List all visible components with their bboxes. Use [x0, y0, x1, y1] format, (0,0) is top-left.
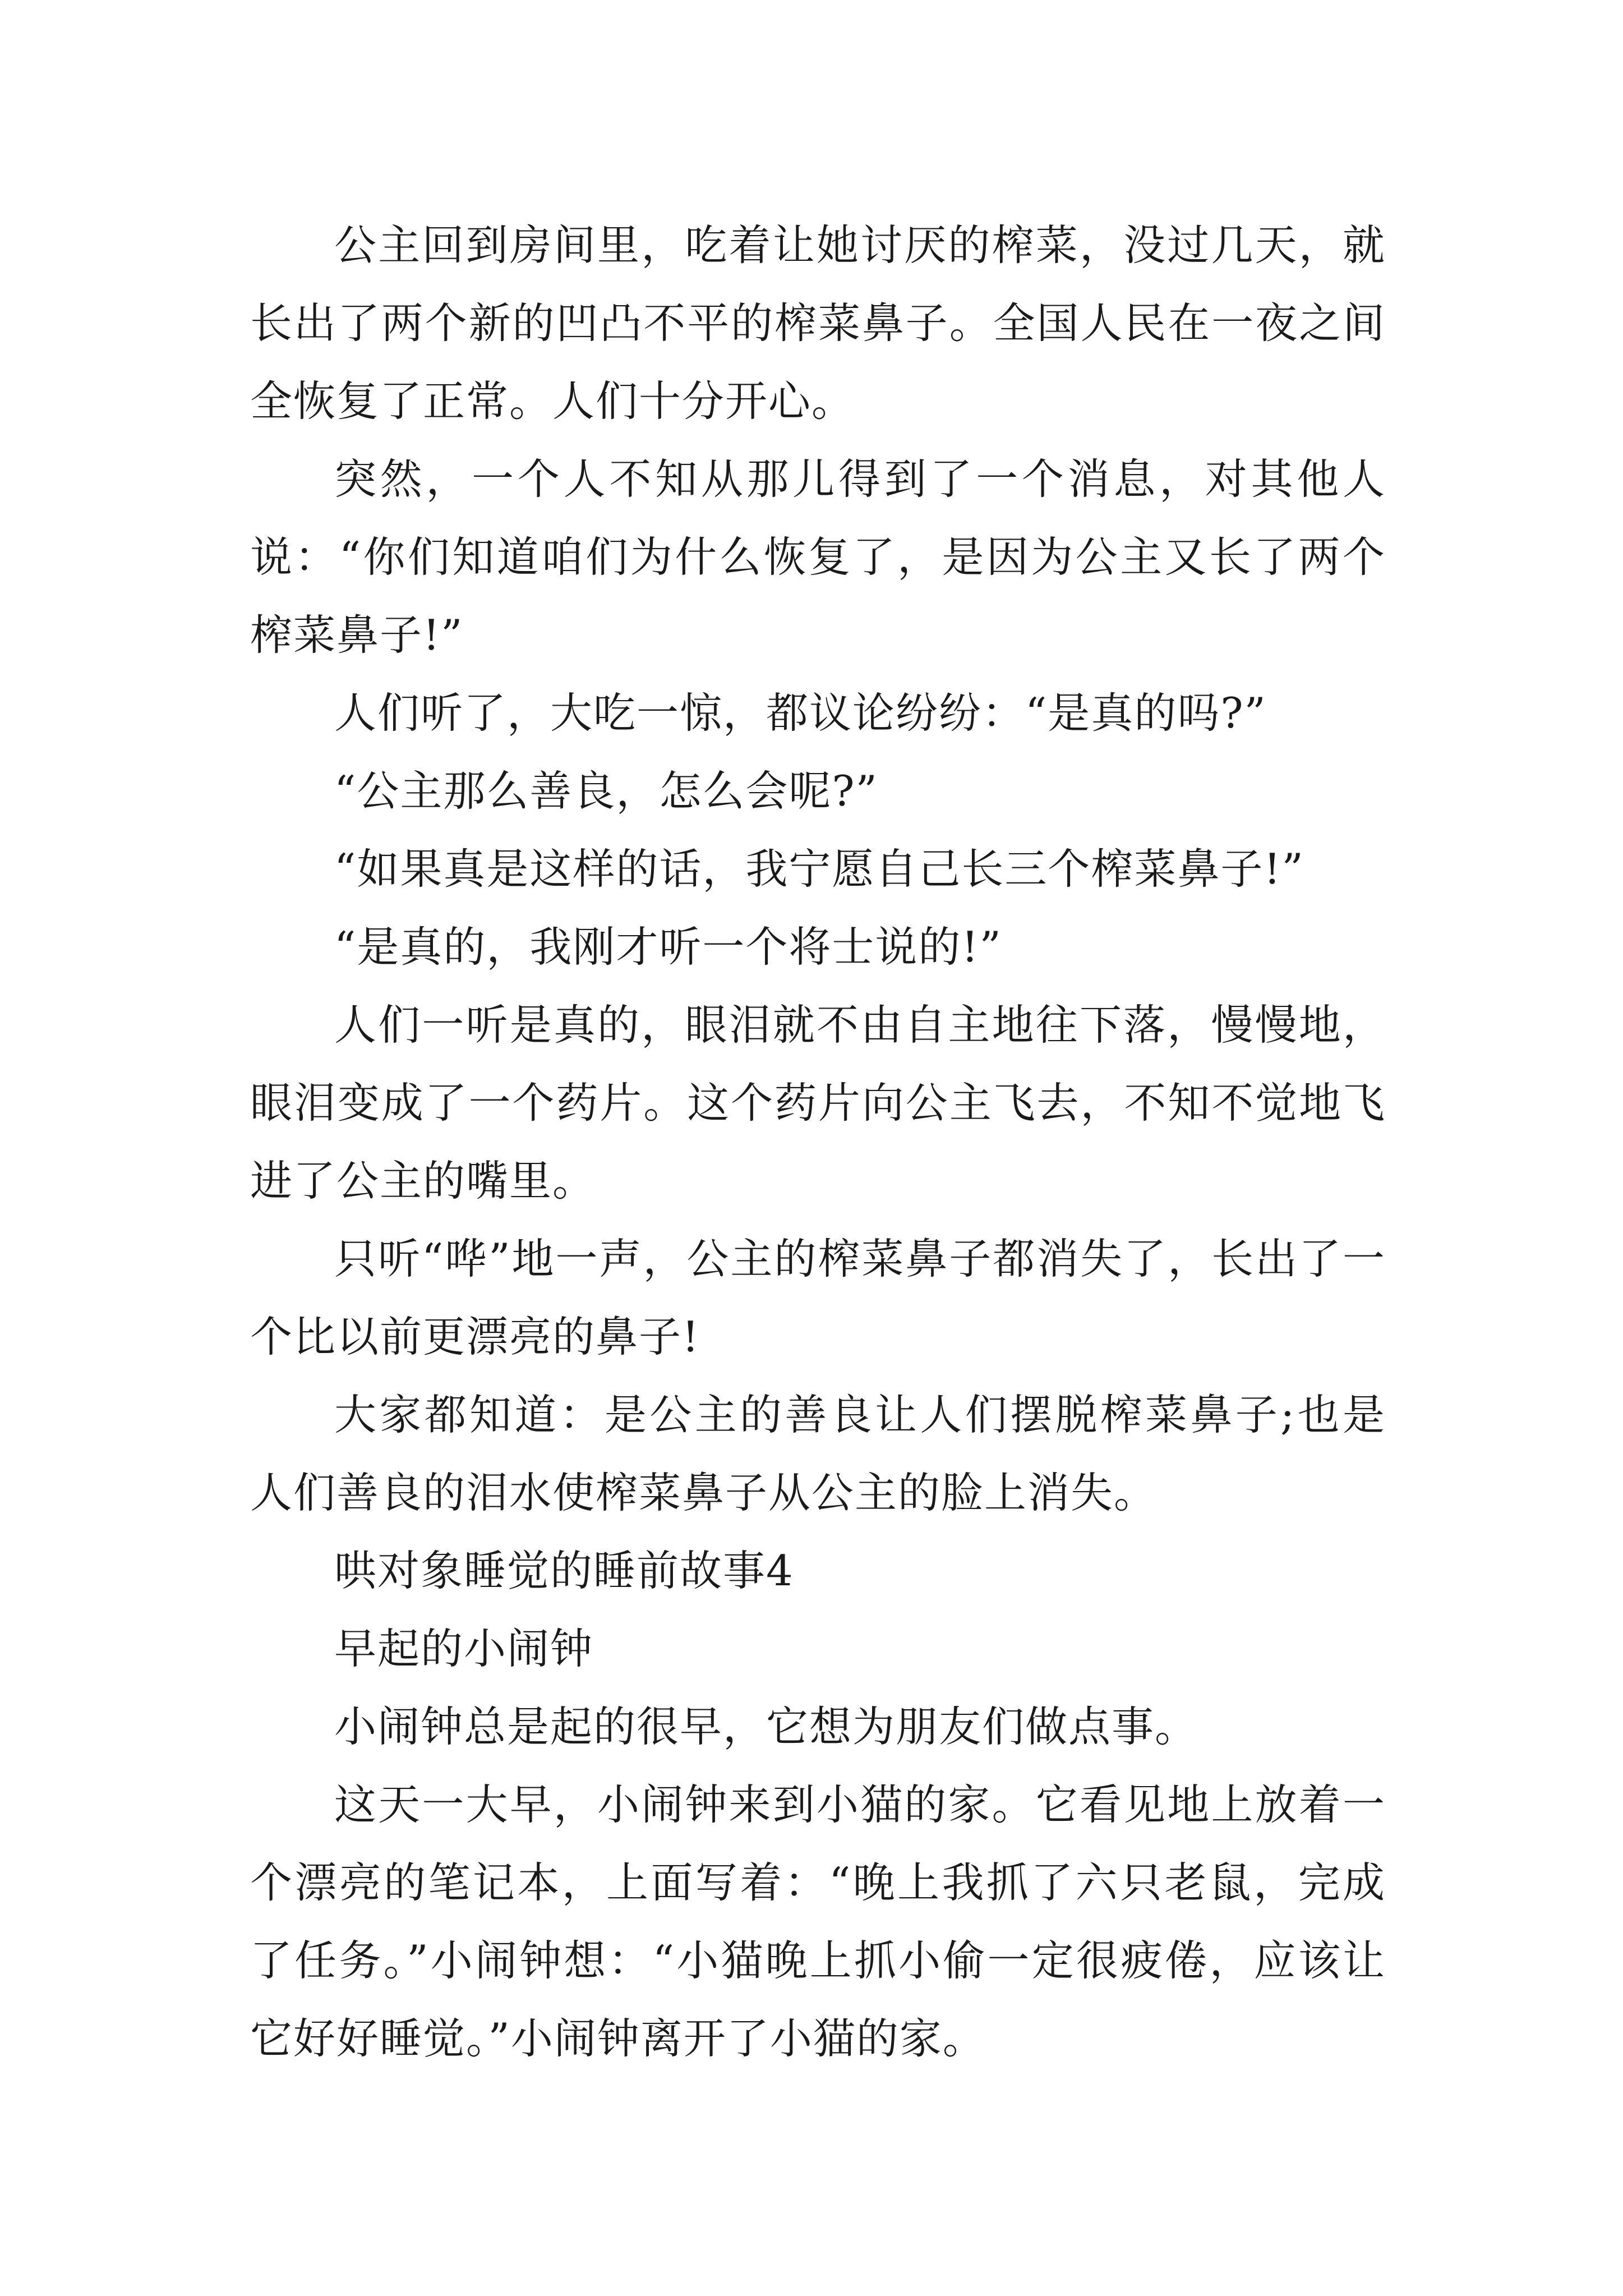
paragraph-alarm-intro: 小闹钟总是起的很早，它想为朋友们做点事。	[334, 1702, 1198, 1751]
paragraph-people-react: 人们听了，大吃一惊，都议论纷纷：“是真的吗?”	[334, 688, 1267, 738]
section-heading: 哄对象睡觉的睡前故事4	[334, 1546, 794, 1595]
document-body	[250, 206, 1386, 2078]
paragraph-news-spread: 突然，一个人不知从那儿得到了一个消息，对其他人说：“你们知道咱们为什么恢复了，是因为公主又长了两个榨菜鼻子!”	[250, 454, 1386, 660]
paragraph-quote-kind-princess: “公主那么善良，怎么会呢?”	[334, 766, 878, 816]
paragraph-nose-restored: 只听“哗”地一声，公主的榨菜鼻子都消失了，长出了一个比以前更漂亮的鼻子!	[250, 1234, 1386, 1361]
paragraph-alarm-visits-cat: 这天一大早，小闹钟来到小猫的家。它看见地上放着一个漂亮的笔记本，上面写着：“晚上我抓了六只老鼠，完成了任务。”小闹钟想：“小猫晚上抓小偷一定很疲倦，应该让它好好睡觉。”小闹钟离开了小猫的家。	[250, 1780, 1386, 2063]
paragraph-story-ending-1: 公主回到房间里，吃着让她讨厌的榨菜，没过几天，就长出了两个新的凹凸不平的榨菜鼻子。全国人民在一夜之间全恢复了正常。人们十分开心。	[250, 220, 1386, 426]
paragraph-tears-pill: 人们一听是真的，眼泪就不由自主地往下落，慢慢地，眼泪变成了一个药片。这个药片向公主飞去，不知不觉地飞进了公主的嘴里。	[250, 1000, 1386, 1205]
story-title: 早起的小闹钟	[334, 1624, 594, 1673]
paragraph-moral: 大家都知道：是公主的善良让人们摆脱榨菜鼻子;也是人们善良的泪水使榨菜鼻子从公主的脸上消失。	[250, 1390, 1386, 1517]
paragraph-quote-three-noses: “如果真是这样的话，我宁愿自己长三个榨菜鼻子!”	[334, 844, 1304, 894]
paragraph-quote-soldier: “是真的，我刚才听一个将士说的!”	[334, 922, 1002, 972]
